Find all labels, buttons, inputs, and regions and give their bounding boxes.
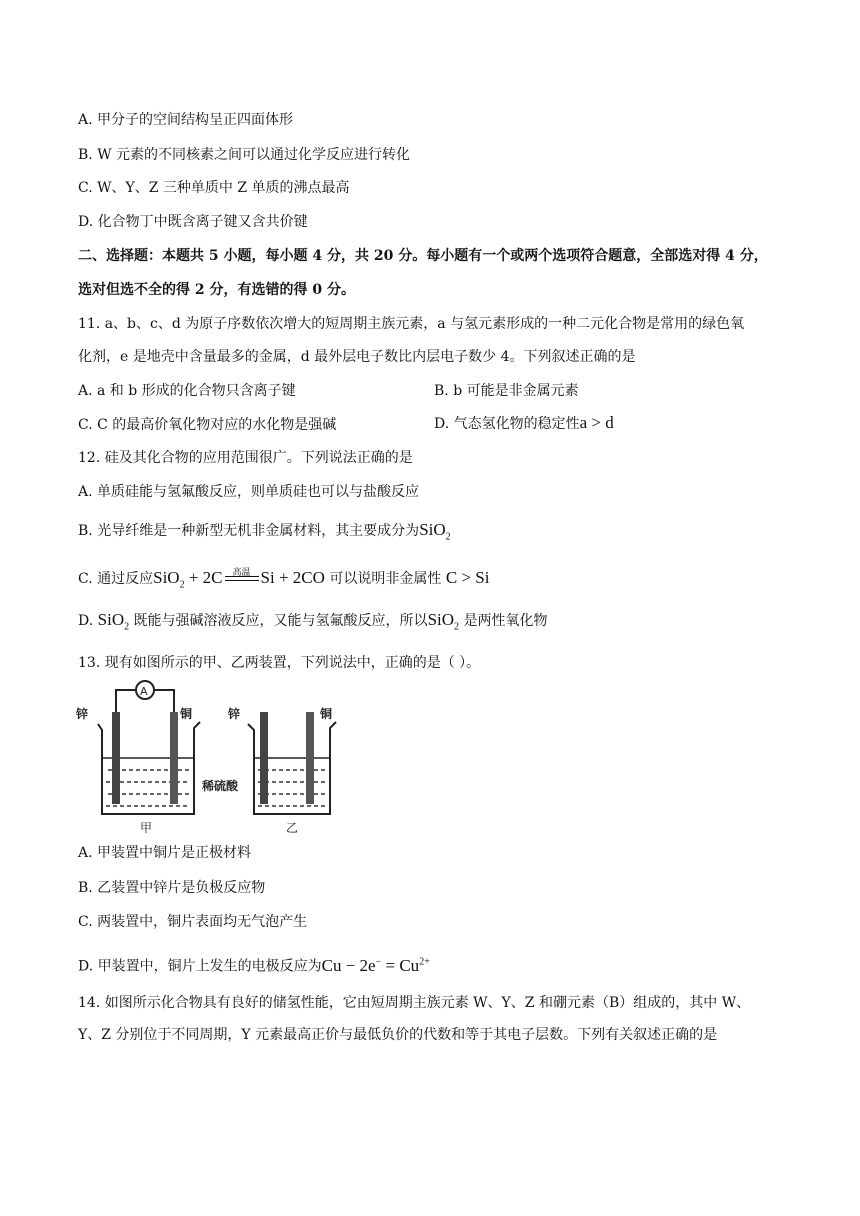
q12-option-d (78, 610, 547, 637)
copper-label-jia: 铜 (180, 707, 193, 721)
q11-option-d-text: D. 气态氢化物的稳定性 (434, 416, 580, 432)
q10-option-b: B. W 元素的不同核素之间可以通过化学反应进行转化 (78, 147, 411, 163)
q13-option-d (78, 952, 430, 977)
q12-option-d-formula-2: SiO$_2$ (427, 610, 460, 633)
q12-option-c-suffix: 可以说明非金属性 (324, 571, 442, 587)
q12-option-b (78, 520, 451, 547)
q13-option-b: B. 乙装置中锌片是负极反应物 (78, 880, 266, 896)
q13-option-d-text: D. 甲装置中，铜片上发生的电极反应为 (78, 958, 322, 975)
q12-option-c-equation: SiO$_2$ + 2C 高温 Si + 2CO (153, 568, 325, 587)
q12-option-d-prefix: D. (78, 613, 98, 629)
acid-label: 稀硫酸 (202, 779, 239, 793)
q12-option-d-formula-1: SiO$_2$ (97, 610, 130, 633)
q13-option-c: C. 两装置中，铜片表面均无气泡产生 (78, 914, 308, 930)
zinc-label-jia: 锌 (76, 707, 89, 721)
q10-option-a: A. 甲分子的空间结构呈正四面体形 (78, 112, 294, 128)
q10-option-d: D. 化合物丁中既含离子键又含共价键 (78, 214, 308, 230)
q14-stem-line1: 14. 如图所示化合物具有良好的储氢性能，它由短周期主族元素 W、Y、Z 和硼元素（B）组成的，其中 W、 (78, 995, 751, 1011)
q12-option-b-formula: SiO$_2$ (419, 520, 451, 543)
q11-option-c: C. C 的最高价氧化物对应的水化物是强碱 (78, 417, 337, 433)
reaction-equals-sign (223, 567, 261, 586)
q11-stem-line2: 化剂，e 是地壳中含量最多的金属，d 最外层电子数比内层电子数少 4。下列叙述正确的是 (78, 349, 636, 365)
q11-option-d-formula: a > d (579, 413, 614, 432)
section2-instructions-line1: 二、选择题：本题共 5 小题，每小题 4 分，共 20 分。每小题有一个或两个选项符合题意，全部选对得 4 分， (78, 248, 768, 264)
zinc-electrode-jia (112, 712, 120, 804)
ammeter-label: A (140, 685, 148, 698)
q11-option-a: A. a 和 b 形成的化合物只含离子键 (78, 383, 296, 399)
reaction-condition: 高温 (232, 567, 251, 578)
copper-label-yi: 铜 (320, 707, 333, 721)
copper-electrode-yi (306, 712, 314, 804)
q12-option-c (78, 568, 489, 595)
apparatus-yi-label: 乙 (286, 821, 299, 835)
apparatus-jia-label: 甲 (140, 821, 153, 835)
q12-option-c-compare: C > Si (445, 568, 490, 587)
q11-option-b: B. b 可能是非金属元素 (434, 383, 579, 399)
q12-option-d-suffix: 是两性氧化物 (459, 613, 548, 629)
q12-option-a: A. 单质硅能与氢氟酸反应，则单质硅也可以与盐酸反应 (78, 484, 420, 500)
q12-stem: 12. 硅及其化合物的应用范围很广。下列说法正确的是 (78, 450, 413, 466)
q11-stem-line1: 11. a、b、c、d 为原子序数依次增大的短周期主族元素，a 与氢元素形成的一种二元化合物是常用的绿色氧 (78, 316, 745, 332)
q12-option-b-text: B. 光导纤维是一种新型无机非金属材料，其主要成分为 (78, 523, 420, 539)
copper-electrode-jia (170, 712, 178, 804)
q13-option-d-equation: $Cu - 2e^- = Cu^{2+}$ (321, 955, 430, 975)
q12-option-c-prefix: C. 通过反应 (78, 571, 154, 587)
q13-stem: 13. 现有如图所示的甲、乙两装置，下列说法中，正确的是（ ）。 (78, 655, 481, 671)
zinc-electrode-yi (260, 712, 268, 804)
q13-option-a: A. 甲装置中铜片是正极材料 (78, 845, 252, 861)
q10-option-c: C. W、Y、Z 三种单质中 Z 单质的沸点最高 (78, 180, 350, 196)
zinc-label-yi: 锌 (228, 707, 241, 721)
galvanic-cell-figure (76, 678, 346, 836)
section2-instructions-line2: 选对但选不全的得 2 分，有选错的得 0 分。 (78, 282, 355, 298)
q14-stem-line2: Y、Z 分别位于不同周期，Y 元素最高正价与最低负价的代数和等于其电子层数。下列有关叙述正确的是 (78, 1027, 718, 1043)
q11-option-d (434, 413, 614, 434)
q12-option-d-mid: 既能与强碱溶液反应，又能与氢氟酸反应，所以 (129, 613, 428, 629)
